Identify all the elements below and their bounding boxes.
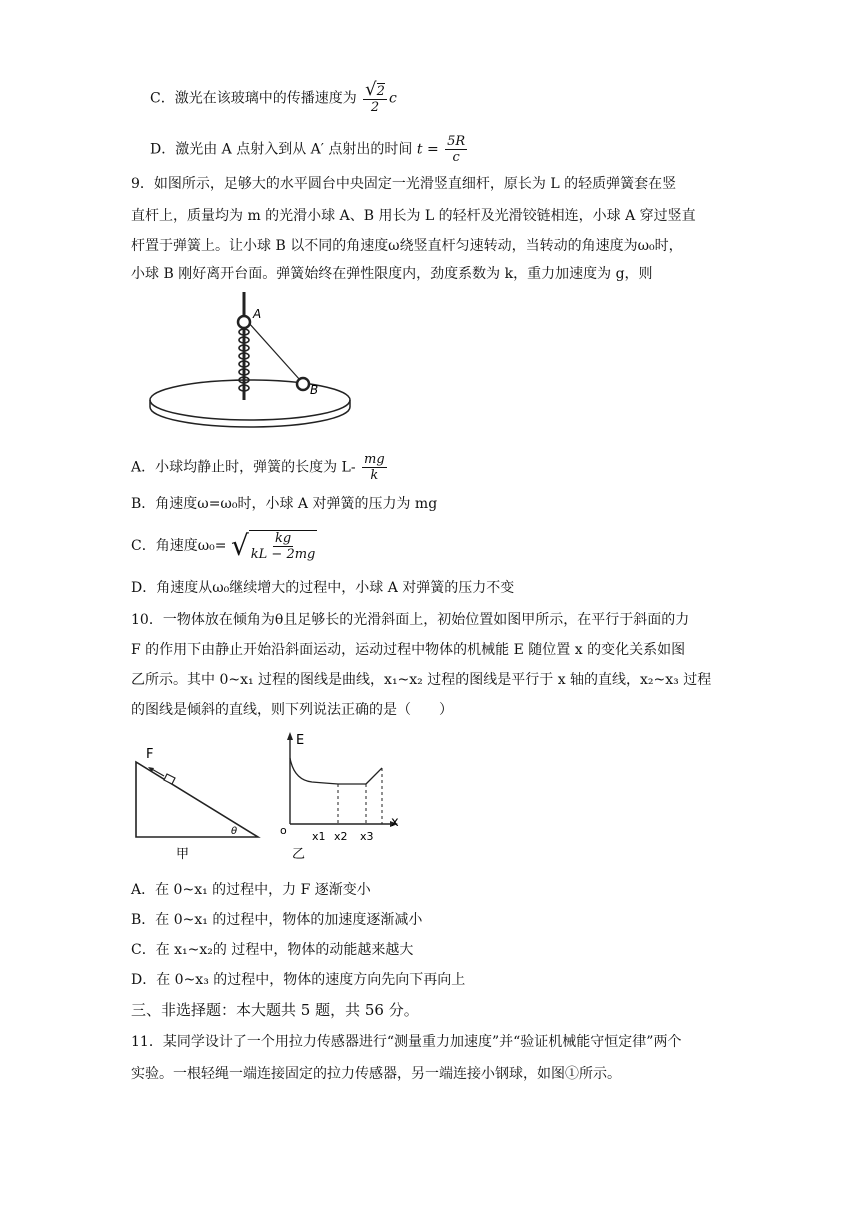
q9-stem-line-2: 直杆上，质量均为 m 的光滑小球 A、B 用长为 L 的轻杆及光滑铰链相连，小球 A 穿过竖直	[131, 208, 696, 224]
q8-option-c: C．激光在该玻璃中的传播速度为 $\frac{√2}{2}$ c	[150, 79, 397, 115]
q9-figure	[140, 290, 360, 430]
label-a: A	[253, 307, 262, 321]
q10-stem-line-3: 乙所示。其中 0~x₁ 过程的图线是曲线，x₁~x₂ 过程的图线是平行于 x 轴的直线，x₂~x₃ 过程	[131, 672, 712, 688]
q9-stem-line-3: 杆置于弹簧上。让小球 B 以不同的角速度ω绕竖直杆匀速转动，当转动的角速度为ω₀时，	[131, 238, 683, 254]
label-x1: x1	[312, 830, 326, 843]
q10-stem-line-1: 10．一物体放在倾角为θ且足够长的光滑斜面上，初始位置如图甲所示，在平行于斜面的力	[131, 612, 690, 628]
label-x2: x2	[334, 830, 348, 843]
q10-option-c: C．在 x₁~x₂的 过程中，物体的动能越来越大	[131, 942, 414, 958]
label-o: o	[280, 824, 287, 837]
ball-b	[297, 378, 309, 390]
rising-segment	[366, 768, 382, 784]
q10-stem-line-2: F 的作用下由静止开始沿斜面运动，运动过程中物体的机械能 E 随位置 x 的变化关系如图	[131, 642, 686, 658]
curve-segment	[290, 758, 338, 784]
label-x3: x3	[360, 830, 374, 843]
caption-jia: 甲	[176, 847, 190, 862]
turntable-top	[150, 380, 350, 420]
section-3-heading: 三、非选择题：本大题共 5 题，共 56 分。	[131, 1001, 419, 1019]
q9-option-d: D．角速度从ω₀继续增大的过程中，小球 A 对弹簧的压力不变	[131, 580, 515, 596]
label-x: x	[391, 815, 399, 830]
q8-c-fraction: $\frac{√2}{2}$	[365, 79, 385, 115]
label-theta: θ	[231, 826, 238, 837]
q10-option-a: A．在 0~x₁ 的过程中，力 F 逐渐变小	[131, 882, 371, 898]
q9-option-c: C．角速度ω₀= √ $\frac{kg}{kL - 2mg}$	[131, 529, 316, 562]
q11-stem-line-2: 实验。一根轻绳一端连接固定的拉力传感器，另一端连接小钢球，如图①所示。	[131, 1066, 621, 1082]
incline	[136, 762, 258, 837]
q10-stem-line-4: 的图线是倾斜的直线，则下列说法正确的是（ ）	[131, 702, 453, 718]
label-f: F	[146, 747, 154, 762]
label-e: E	[296, 733, 305, 748]
ball-a	[238, 316, 250, 328]
q9-c-fraction: $\frac{kg}{kL - 2mg}$	[250, 531, 316, 562]
q9-option-b: B．角速度ω=ω₀时，小球 A 对弹簧的压力为 mg	[131, 496, 438, 512]
block	[164, 774, 175, 784]
q8-d-fraction: $\frac{5R}{c}$	[447, 134, 466, 165]
q10-figure-jia	[126, 742, 266, 864]
q9-a-fraction: $\frac{mg}{k}$	[364, 452, 385, 483]
caption-yi: 乙	[292, 847, 306, 862]
e-axis-arrow	[287, 732, 293, 740]
q9-option-a: A．小球均静止时，弹簧的长度为 L- $\frac{mg}{k}$	[131, 452, 385, 483]
q11-stem-line-1: 11．某同学设计了一个用拉力传感器进行“测量重力加速度”并“验证机械能守恒定律”两个	[131, 1034, 682, 1050]
q9-stem-line-4: 小球 B 刚好离开台面。弹簧始终在弹性限度内，劲度系数为 k，重力加速度为 g，则	[131, 266, 653, 282]
q8-option-d: D．激光由 A 点射入到从 A′ 点射出的时间 t = $\frac{5R}{c}$	[150, 134, 466, 165]
q10-option-b: B．在 0~x₁ 的过程中，物体的加速度逐渐减小	[131, 912, 423, 928]
label-b: B	[310, 383, 319, 397]
light-rod	[248, 322, 300, 380]
q10-figure-yi	[278, 728, 408, 864]
q9-stem-line-1: 9．如图所示，足够大的水平圆台中央固定一光滑竖直细杆，原长为 L 的轻质弹簧套在竖	[131, 176, 677, 192]
q10-option-d: D．在 0~x₃ 的过程中，物体的速度方向先向下再向上	[131, 972, 466, 988]
